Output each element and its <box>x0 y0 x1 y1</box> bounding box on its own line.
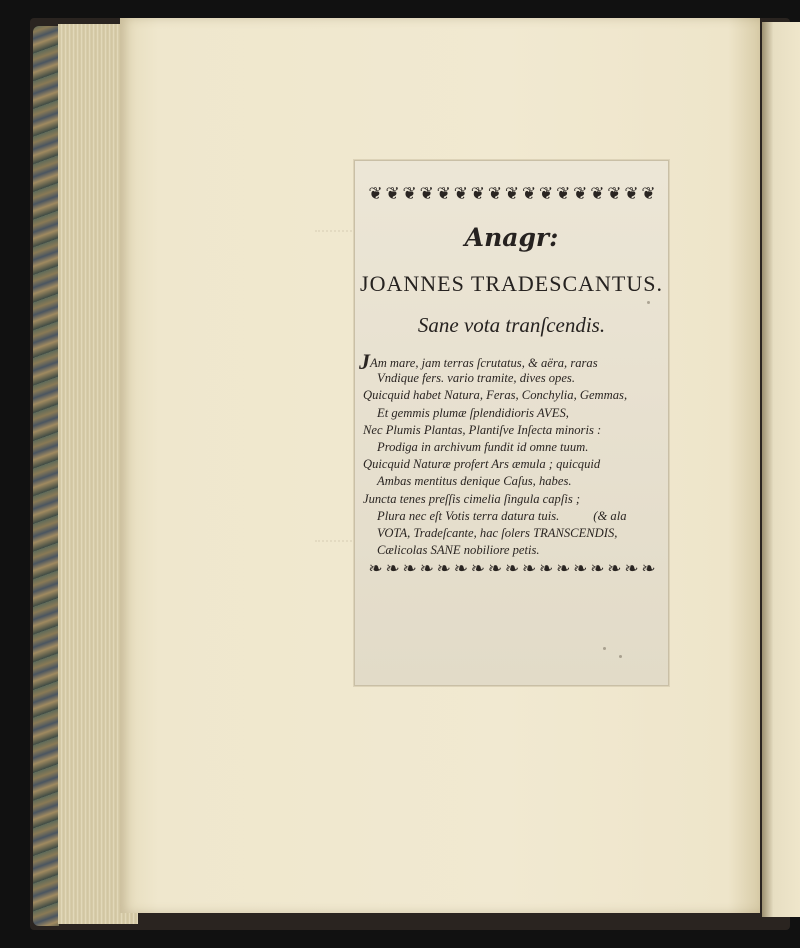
poem-line <box>359 349 664 374</box>
fleuron-icon: ❧ <box>590 559 605 579</box>
fleuron-icon: ❦ <box>521 184 537 204</box>
poem-line: Cælicolas SANE nobiliore petis. <box>377 543 540 558</box>
name-title: JOANNES TRADESCANTUS. <box>360 271 663 296</box>
fleuron-icon: ❧ <box>556 559 571 579</box>
fleuron-icon: ❦ <box>641 184 656 204</box>
poem-line: Quicquid Naturæ profert Ars æmula ; quicquid <box>363 457 601 472</box>
poem-line <box>359 508 664 525</box>
fleuron-icon: ❦ <box>556 184 571 204</box>
fleuron-icon: ❦ <box>624 184 639 204</box>
ornament-band-top <box>367 183 657 205</box>
fleuron-icon: ❧ <box>385 559 400 579</box>
fleuron-icon: ❧ <box>521 559 537 579</box>
fleuron-icon: ❧ <box>453 559 468 579</box>
anagram-heading: Anagr: <box>464 223 559 252</box>
poem-line-text: Am mare, jam terras ſcrutatus, & aëra, raras <box>370 356 598 370</box>
poem-line-text: Plura nec eſt Votis terra datura tuis. <box>377 508 560 523</box>
fleuron-icon: ❦ <box>539 184 554 204</box>
fleuron-icon: ❧ <box>487 559 503 579</box>
anagram-motto: Sane vota tranſcendis. <box>417 313 606 337</box>
fleuron-icon: ❧ <box>641 559 656 579</box>
fleuron-icon: ❧ <box>607 559 622 579</box>
fleuron-icon: ❧ <box>573 559 588 579</box>
poem-line: Prodiga in archivum fundit id omne tuum. <box>377 439 589 454</box>
fleuron-icon: ❦ <box>590 184 605 204</box>
fleuron-icon: ❧ <box>504 559 520 579</box>
poem-line: Nec Plumis Plantas, Plantiſve Inſecta minoris : <box>363 422 602 437</box>
fleuron-icon: ❦ <box>470 184 485 204</box>
fleuron-icon: ❧ <box>539 559 554 579</box>
fleuron-icon: ❦ <box>368 184 383 204</box>
fleuron-icon: ❦ <box>419 184 434 204</box>
fleuron-icon: ❦ <box>436 184 451 204</box>
fleuron-icon: ❧ <box>402 559 417 579</box>
poem-line: Quicquid habet Natura, Feras, Conchylia, Gemmas, <box>363 388 628 403</box>
latin-poem <box>359 349 664 559</box>
fleuron-icon: ❧ <box>624 559 639 579</box>
poem-line-catchword: (& ala <box>593 508 627 523</box>
fleuron-icon: ❦ <box>573 184 588 204</box>
poem-line: Ambas mentitus denique Caſus, habes. <box>377 474 572 489</box>
fleuron-icon: ❦ <box>504 184 520 204</box>
fleuron-icon: ❦ <box>487 184 503 204</box>
fleuron-icon: ❧ <box>436 559 451 579</box>
paper-speck <box>647 301 650 304</box>
ornament-band-bottom <box>367 558 657 580</box>
fleuron-icon: ❧ <box>368 559 383 579</box>
paper-speck <box>619 655 622 658</box>
printed-plate <box>354 160 669 686</box>
poem-line: Juncta tenes preſſis cimelia ſingula capſis ; <box>363 491 581 506</box>
right-page-edge <box>762 22 800 917</box>
fleuron-icon: ❦ <box>453 184 468 204</box>
drop-cap: J <box>359 349 370 374</box>
paper-speck <box>603 647 606 650</box>
fleuron-icon: ❧ <box>470 559 485 579</box>
fleuron-icon: ❦ <box>607 184 622 204</box>
fleuron-icon: ❦ <box>385 184 400 204</box>
fleuron-icon: ❧ <box>419 559 434 579</box>
poem-line: VOTA, Tradeſcante, hac ſolers TRANSCENDIS, <box>377 525 618 540</box>
poem-line: Et gemmis plumæ ſplendidioris AVES, <box>377 405 569 420</box>
fleuron-icon: ❦ <box>402 184 417 204</box>
poem-line: Vndique fers. vario tramite, dives opes. <box>377 371 575 386</box>
marbled-edge <box>33 26 59 926</box>
